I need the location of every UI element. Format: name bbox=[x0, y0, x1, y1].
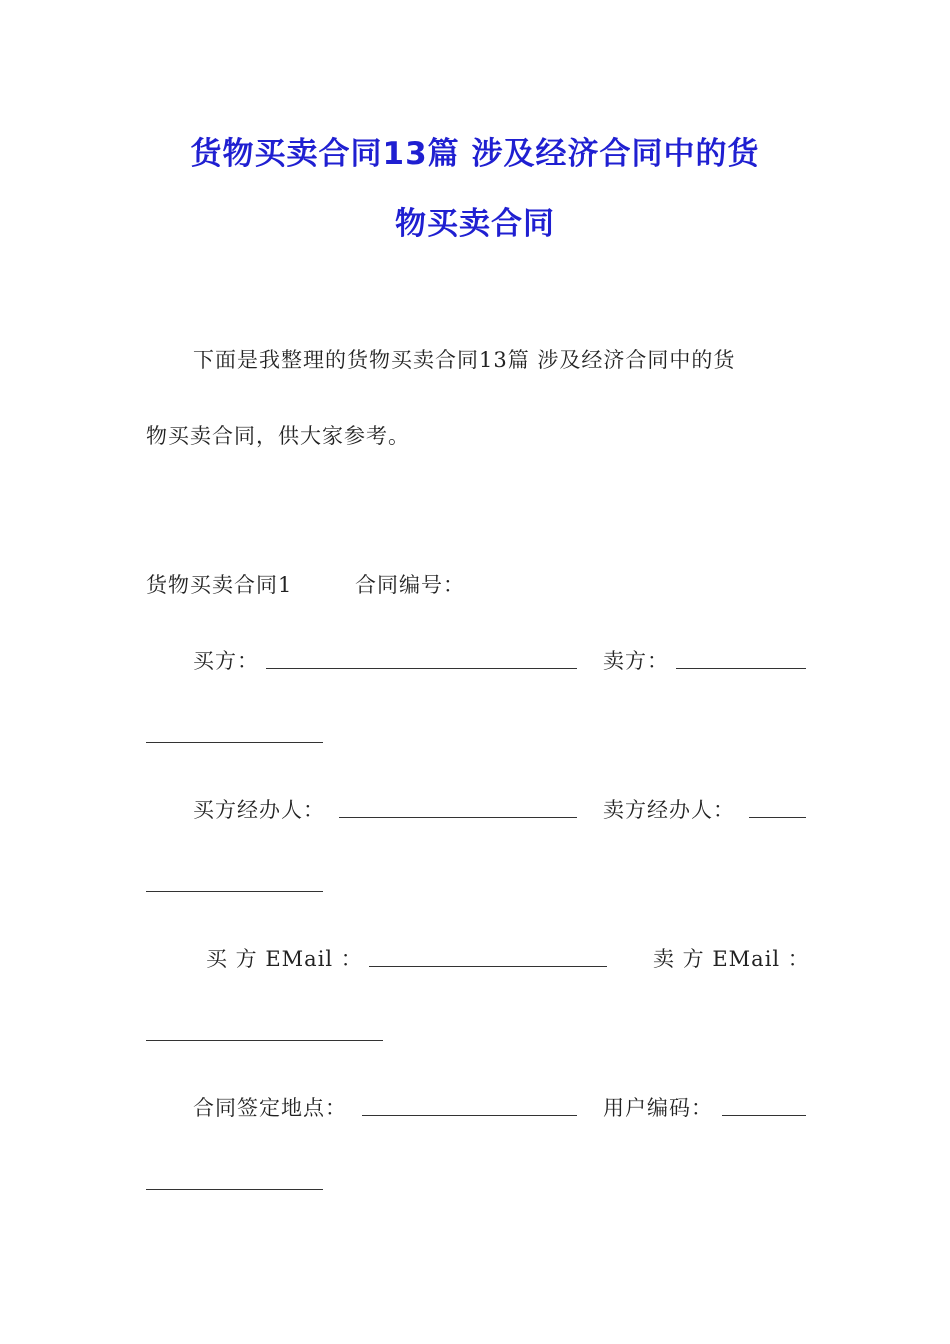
user-code-blank-line-continued[interactable] bbox=[146, 1189, 323, 1190]
contract-heading: 货物买卖合同1 bbox=[146, 573, 293, 597]
contract-number-label: 合同编号： bbox=[355, 573, 465, 597]
seller-email-label: 卖 方 EMail ： bbox=[653, 947, 810, 971]
intro-paragraph-line-2: 物买卖合同，供大家参考。 bbox=[146, 424, 410, 448]
document-title-line-2: 物买卖合同 bbox=[395, 206, 555, 242]
document-title-line-1: 货物买卖合同13篇 涉及经济合同中的货 bbox=[190, 136, 760, 172]
seller-blank-line[interactable] bbox=[676, 668, 806, 669]
buyer-label: 买方： bbox=[193, 649, 259, 673]
seller-label: 卖方： bbox=[603, 649, 669, 673]
buyer-agent-blank-line[interactable] bbox=[339, 817, 577, 818]
buyer-agent-label: 买方经办人： bbox=[193, 798, 325, 822]
buyer-email-blank-line[interactable] bbox=[369, 966, 607, 967]
intro-paragraph-line-1: 下面是我整理的货物买卖合同13篇 涉及经济合同中的货 bbox=[193, 348, 736, 372]
seller-blank-line-continued[interactable] bbox=[146, 742, 323, 743]
user-code-blank-line[interactable] bbox=[722, 1115, 806, 1116]
signing-place-label: 合同签定地点： bbox=[193, 1096, 347, 1120]
signing-place-blank-line[interactable] bbox=[362, 1115, 577, 1116]
buyer-blank-line[interactable] bbox=[266, 668, 577, 669]
seller-agent-blank-line[interactable] bbox=[749, 817, 806, 818]
seller-email-blank-line[interactable] bbox=[146, 1040, 383, 1041]
buyer-email-label: 买 方 EMail ： bbox=[206, 947, 363, 971]
seller-agent-blank-line-continued[interactable] bbox=[146, 891, 323, 892]
seller-agent-label: 卖方经办人： bbox=[603, 798, 735, 822]
user-code-label: 用户编码： bbox=[603, 1096, 713, 1120]
